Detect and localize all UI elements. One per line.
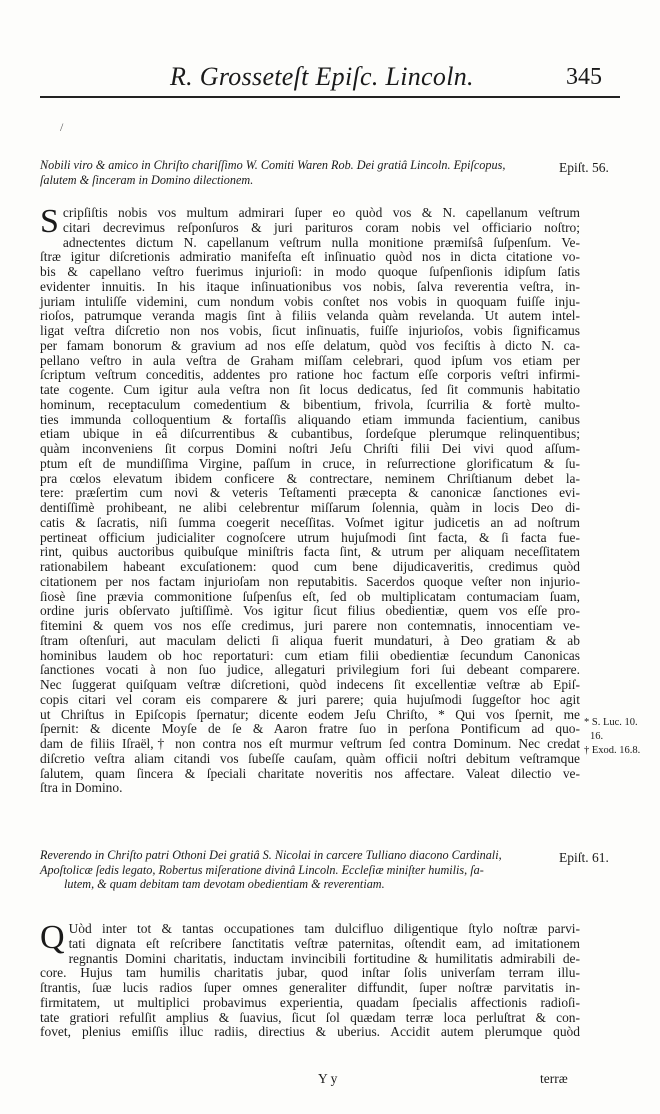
text-line: Uòd inter tot & tantas occupationes tam dulcifluo diligentique ſtylo noſtræ parvi- [68,921,580,936]
text-line: citationem per nos factam injurioſam non reputabitis. Sacerdos quoque veſter non injurio- [40,573,580,589]
text-line: fovet, plenius emiſſis illuc radiis, directius & uberius. Accidit autem plerumque quòd [40,1024,580,1040]
text-line: ſalutem, quam ſincera & ſpeciali charitate noveritis nos affectare. Valeat dilectio ve- [40,765,580,781]
text-line: tere: præſertim cum novi & veteris Teſtamenti præcepta & canonicæ ſanctiones evi- [40,485,580,501]
letter-epistle-61 [40,848,580,892]
text-line: ties immunda colloquentium & fortaſſis aliquando etiam immunda facientium, canibus [40,411,580,427]
address-line: lutem, & quam debitam tam devotam obedientiam & reverentiam. [64,877,385,891]
drop-cap: S [40,203,59,240]
letter-body-61 [40,919,580,1040]
text-line: regnantis Domini charitatis, inductam invincibili fortitudine & humilitatis admirabili de- [68,950,580,966]
text-line: ptum eſt de mundiſſima Virgine, paſſum in cruce, in reſurrectione glorificatum & ſu- [40,455,580,471]
epistle-number: Epiſt. 61. [559,850,609,865]
text-line: firmitatem, ut multiplici probavimus experientia, quadam ſpecialis affectionis radioſi- [40,994,580,1010]
text-line: dam de filiis Iſraël,† non contra nos eſt murmur veſtrum ſed contra Dominum. Nec credat [40,736,580,751]
text-line: per famam bonorum & gravium ad nos eſſe delatum, quòd vos feciſtis à dicto N. ca- [40,337,580,353]
text-line: ſanctiones vocati à non ſuo judice, allegaturi privilegium fori ſui debeant comparere. [40,662,580,678]
text-line: juriam intuliſſe videmini, cum nondum vobis conſtet nos vobis in quoquam fuiſſe inju- [40,293,580,309]
text-line: rioſos, patrumque veranda magis ſint à filiis velanda quàm revelanda. Ut autem intel- [40,308,580,324]
text-line: ſtram oſtenſuri, aut maculam delicti ſi aliqua fuerit mundaturi, à Deo gratiam & ab [40,632,580,648]
text-line: Nec ſuggerat quiſquam veſtræ diſcretioni, quòd indecens ſit excellentiæ veſtræ ab Epiſ- [40,677,580,692]
drop-cap: Q [40,919,65,956]
text-line: fitemini & quem vos nos eſſe credimus, juri parere non contemnatis, innocentiam ve- [40,618,580,633]
address-line: Apoſtolicæ ſedis legato, Robertus miſeratione divinâ Lincoln. Eccleſiæ miniſter humilis, ſa- [40,862,484,877]
margin-note-luke: * S. Luc. 10. [584,717,638,728]
text-line: citari decrevimus reſponſuros & juri parituros coram nobis vel officiario noſtro; [62,219,580,235]
letter-address [40,158,580,187]
text-line: evidenter innuitis. In his itaque inſinuationibus vos nobis, ſalva reverentia veſtra, in- [40,278,580,294]
header-rule [40,96,620,98]
text-line: tati dignata eſt reſcribere ſanctitatis veſtræ paternitas, oſtendit eam, ad imitationem [68,935,580,951]
letter-body-56 [40,203,580,796]
text-line: etiam ubique in eâ diſcurrentibus & cubantibus, ſordeſque plerumque relinquentibus; [40,426,580,442]
text-line: core. Hujus tam humilis charitatis jubar, quod inſtar ſolis univerſam terram illu- [40,965,580,981]
text-line: ſtra in Domino. [40,780,123,796]
text-line: pra cœlos elevatum ibidem conficere & contrectare, neminem Chriſtianum debet la- [40,470,580,486]
text-line: ſcriptum veſtrum conceditis, addentes pro ratione hoc factum eſſe corporis veſtri infirmi- [40,367,580,383]
letter-epistle-56 [40,158,580,187]
text-line: ſiosè ſine prævia commonitione ſuſpenſus eſt, ſed ob multiplicatam contumaciam ſuam, [40,588,580,604]
signature-mark: Y y [318,1071,338,1086]
address-line: Reverendo in Chriſto patri Othoni Dei gratiâ S. Nicolai in carcere Tulliano diacono Cardinali, [40,848,502,862]
text-line: bis & capellano veſtro fuerimus injurioſi: in modo quoque ſuſpenſionis idipſum ſatis [40,264,580,279]
text-line: rationabilem habeant excuſationem: quod cum bene dijudicaveritis, credimus quòd [40,559,580,574]
text-line: hominum, receptaculum comedentium & bibentium, frivola, ſcurrilia & fortè multo- [40,396,580,412]
text-line: tate gratiori refulſit amplius & ſuavius, ſicut ſol quædam terræ loca perluſtrat & con- [40,1009,580,1025]
text-line: ſtrantis, ſuæ lucis radios ſuper omnes generaliter diffundit, ſuper noſtræ parvitatis in- [40,980,580,995]
catchword: terræ [540,1071,568,1086]
text-line: ligat veſtra diſcretio non nos vobis, ſicut inſinuatis, fuiſſe injurioſos, vobis ſignificamus [40,323,580,338]
text-line: pertineat officium judicialiter cognoſcere utrum hujuſmodi ſint facta, & ſi facta fue- [40,529,580,545]
text-line: quàm inconveniens ſit corpus Domini noſtri Jeſu Chriſti filii Dei vivi quod aſſum- [40,441,580,456]
letter-text [40,203,580,796]
text-line: ut Chriſtus in Epiſcopis ſpernatur; dicente eodem Jeſu Chriſto, * Qui vos ſpernit, me [40,706,580,722]
page-header [40,62,630,102]
text-line: ſpernit: & dicente Moyſe de ſe & Aaron fratre ſuo in perſona Pontificum ad quo- [40,721,580,737]
text-line: tate cogente. Cum igitur aula veſtra non ſit locus dedicatus, ſed ſit communis habitatio [40,382,580,397]
text-line: diſcretio veſtra aliam citandi vos ſubeſſe cauſam, quàm officii noſtri debitum veſtramque [40,750,580,766]
text-line: ſtræ igitur diſcretionis admiratio manifeſta eſt inſinuatio quòd nos in dicta citatione vo- [40,249,580,265]
text-line: pellano veſtro in aula veſtra de Graham miſſam celebrari, quod ipſum vos etiam per [40,352,580,368]
text-line: cripſiſtis nobis vos multum admirari ſuper eo quòd vos & N. capellanum veſtrum [62,205,580,220]
text-line: ordine juris obſervato juſtiſſimè. Vos igitur ſicut filius obedientiæ, quem vos eſſe pro- [40,603,580,619]
text-line: hominibus laudem ob hoc reportaturi: cum etiam filii obedientiæ ſecundum Canonicas [40,647,580,663]
epistle-number: Epiſt. 56. [559,160,609,175]
text-line: catis & ſacratis, niſi ſumma coegerit neceſſitas. Voſmet igitur judicetis an ad noſtrum [40,514,580,530]
margin-note-exodus: † Exod. 16.8. [584,745,641,756]
text-line: adnectentes dictum N. capellanum veſtrum nulla monitione præmiſsâ ſuſpenſum. Ve- [62,234,580,250]
address-line: ſalutem & ſinceram in Domino dilectionem. [40,172,254,187]
letter-text [40,919,580,1040]
text-line: copis citari vel coram eis comparere & juri parere; quia hujuſmodi ſuggeſtor hoc agit [40,691,580,707]
running-title: R. Grosseteſt Epiſc. Lincoln. [170,62,474,91]
stray-mark: / [60,120,64,134]
text-line: dentiſſimè prohibeant, ne alibi celebrentur miſſarum ſolennia, quàm in locis Deo di- [40,500,580,515]
text-line: rint, quibus auctoribus quibuſque miniſtris facta ſint, & utrum per aliquam neceſſitatem [40,544,580,560]
page-number: 345 [566,64,602,90]
letter-address [40,848,580,892]
address-line: Nobili viro & amico in Chriſto chariſſimo W. Comiti Waren Rob. Dei gratiâ Lincoln. Epiſcopus, [40,158,506,172]
margin-note-luke-verse: 16. [590,731,604,742]
